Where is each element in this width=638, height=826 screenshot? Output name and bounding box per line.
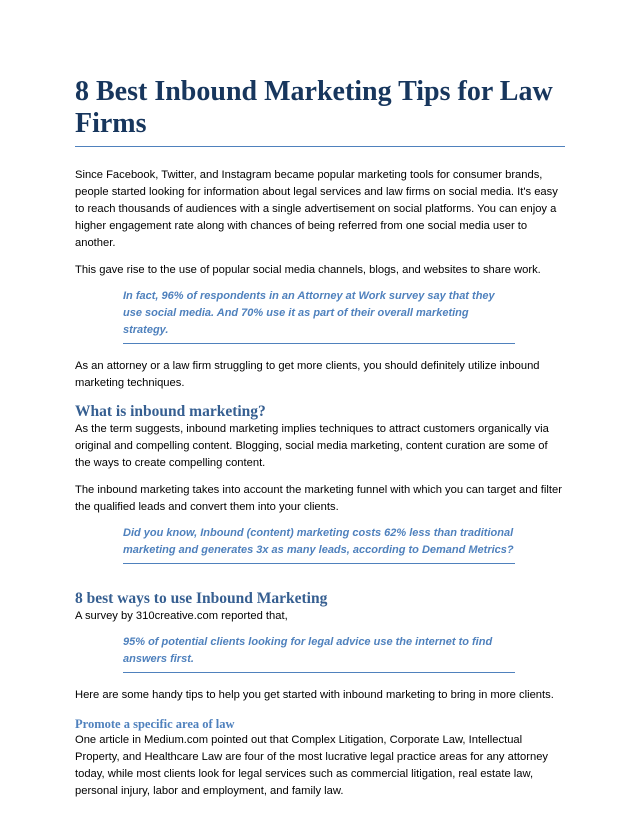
- quote-block-3: 95% of potential clients looking for legal advice use the internet to find answers first.: [123, 634, 515, 673]
- document-content: [75, 76, 565, 800]
- intro-paragraph-1: Since Facebook, Twitter, and Instagram became popular marketing tools for consumer brands, people started looking for information about legal services and law firms on social media. It's easy to reach thousands of audiences with a single advertisement on social platforms. You can enjoy a higher engagement rate along with chances of being referred from one social media user to another.: [75, 169, 558, 249]
- intro-paragraph-3: As an attorney or a law firm struggling to get more clients, you should definitely utilize inbound marketing techniques.: [75, 360, 540, 389]
- section1-paragraph-1: As the term suggests, inbound marketing implies techniques to attract customers organically via original and compelling content. Blogging, social media marketing, content curation are some of the ways to create compelling content.: [75, 423, 549, 469]
- section-heading-inbound: What is inbound marketing?: [75, 403, 266, 420]
- section-heading-best-ways: 8 best ways to use Inbound Marketing: [75, 590, 328, 607]
- section2-paragraph-3: One article in Medium.com pointed out that Complex Litigation, Corporate Law, Intellectual Property, and Healthcare Law are four of the most lucrative legal practice areas for any attorney today, while most clients look for legal services such as commercial litigation, real estate law, personal injury, labor and employment, and family law.: [75, 734, 549, 797]
- intro-paragraph-2: This gave rise to the use of popular social media channels, blogs, and websites to share work.: [75, 264, 541, 276]
- section2-paragraph-2: Here are some handy tips to help you get started with inbound marketing to bring in more clients.: [75, 689, 554, 701]
- section2-paragraph-1: A survey by 310creative.com reported that,: [75, 610, 288, 622]
- subheading-promote-area: Promote a specific area of law: [75, 717, 235, 731]
- quote-block-2: Did you know, Inbound (content) marketing costs 62% less than traditional marketing and generates 3x as many leads, according to Demand Metrics?: [123, 525, 515, 564]
- section1-paragraph-2: The inbound marketing takes into account the marketing funnel with which you can target and filter the qualified leads and convert them into your clients.: [75, 484, 562, 513]
- page-title: 8 Best Inbound Marketing Tips for Law Firms: [75, 76, 565, 147]
- quote-block-1: In fact, 96% of respondents in an Attorney at Work survey say that they use social media. And 70% use it as part of their overall marketing strategy.: [123, 288, 515, 344]
